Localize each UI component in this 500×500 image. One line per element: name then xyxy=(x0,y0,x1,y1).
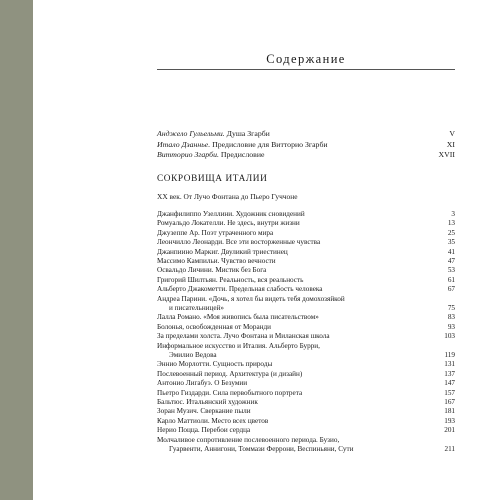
contents-entry-title: Послевоенный период. Архитектура (и дизайн) xyxy=(157,369,303,378)
contents-entry[interactable] xyxy=(157,389,455,398)
contents-entry-page: 193 xyxy=(444,416,455,425)
contents-entry[interactable] xyxy=(157,398,455,407)
contents-entry-title: Эннио Морлотти. Сущность природы xyxy=(157,360,273,369)
contents-entry-title: Альберто Джакометти. Предельная слабость человека xyxy=(157,285,323,294)
contents-entry-page: 35 xyxy=(447,238,455,247)
front-entry-page: V xyxy=(449,129,455,138)
contents-entry[interactable] xyxy=(157,426,455,435)
contents-entry-continuation: и писательницей» xyxy=(169,304,224,312)
contents-entry-page: 25 xyxy=(447,228,455,237)
section-heading: СОКРОВИЩА ИТАЛИИ xyxy=(157,174,268,184)
contents-entry-title: Зоран Музич. Сверкание пыли xyxy=(157,407,251,416)
contents-entry-page: 131 xyxy=(444,360,455,369)
contents-entry[interactable] xyxy=(157,276,455,285)
contents-entry[interactable] xyxy=(157,313,455,322)
contents-entry-title: Карло Маттиоли. Место всех цветов xyxy=(157,416,269,425)
contents-entry-page: 119 xyxy=(444,350,455,359)
contents-entry-page: 167 xyxy=(444,398,455,406)
contents-entry[interactable] xyxy=(157,257,455,266)
contents-entry-page: 201 xyxy=(444,426,455,435)
contents-entry-page: 137 xyxy=(444,369,455,378)
contents-entry-page: 3 xyxy=(451,210,455,218)
contents-entry[interactable] xyxy=(157,210,455,219)
contents-entry-title: Лалла Романо. «Моя живопись была писательством» xyxy=(157,313,319,322)
contents-entry-title: Джузеппе Ар. Поэт утраченного мира xyxy=(157,228,274,237)
contents-entry-page: 13 xyxy=(447,219,455,228)
page-title: Содержание xyxy=(266,52,346,66)
contents-entry-page: 157 xyxy=(444,388,455,397)
front-entry-title: Душа Згарби xyxy=(224,129,270,138)
contents-entry-title: Антонио Лигабуэ. О Безумии xyxy=(157,379,248,388)
contents-entry-title: Освальдо Личини. Мистик без Бога xyxy=(157,266,267,275)
front-entry-title: Предисловие для Витторио Згарби xyxy=(210,139,328,149)
contents-entry[interactable] xyxy=(157,295,455,314)
contents-entry-title: Джанфилиппо Узеллини. Художник сновидений xyxy=(157,210,305,218)
contents-entry[interactable] xyxy=(157,379,455,388)
book-spine xyxy=(0,0,33,500)
contents-entry[interactable] xyxy=(157,360,455,369)
contents-entry-title: Болонья, освобожденная от Моранди xyxy=(157,322,271,331)
contents-entry[interactable] xyxy=(157,417,455,426)
front-entry-author: Итало Дзаннье. xyxy=(157,139,211,149)
contents-entry[interactable] xyxy=(157,285,455,294)
contents-entry-page: 53 xyxy=(447,266,455,275)
contents-entry-page: 41 xyxy=(447,247,455,256)
contents-entry[interactable] xyxy=(157,248,455,257)
title-rule xyxy=(157,69,455,70)
contents-entry-page: 103 xyxy=(444,332,455,341)
contents-entry-title: Молчаливое сопротивление послевоенного периода. Бузио, Гуарвенти, Аннигони, Томмази Феррони, Веспиньяни, Сути xyxy=(157,436,422,455)
contents-entry-page: 181 xyxy=(444,407,455,416)
front-entry-author: Анджело Гульельми. xyxy=(157,129,225,138)
front-entry-page: XI xyxy=(446,139,455,149)
contents-entry-title: Леончилло Леонарди. Все эти восторженные чувства xyxy=(157,238,321,247)
contents-entry-page: 75 xyxy=(447,303,455,312)
contents-entry[interactable] xyxy=(157,229,455,238)
front-entry-author: Витторио Згарби. xyxy=(157,150,219,159)
front-entry-title: Предисловие xyxy=(218,150,265,159)
subsection-heading: XX век. От Лучо Фонтана до Пьеро Гуччоне xyxy=(157,192,298,201)
contents-entry[interactable] xyxy=(157,407,455,416)
contents-entry-continuation: Гуарвенти, Аннигони, Томмази Феррони, Веспиньяни, Сути xyxy=(169,445,354,453)
contents-entry-title: Информальное искусство и Италия. Альберто Бурри, Эмилио Ведова xyxy=(157,342,422,361)
contents-entry-page: 61 xyxy=(447,275,455,284)
contents-entry[interactable] xyxy=(157,332,455,341)
contents-entry[interactable] xyxy=(157,323,455,332)
contents-entry-page: 83 xyxy=(447,313,455,322)
contents-entry[interactable] xyxy=(157,219,455,228)
contents-entry-page: 67 xyxy=(447,285,455,294)
contents-entry-title: За пределами холста. Лучо Фонтана и Миланская школа xyxy=(157,332,330,341)
contents-entry-title: Бальтюс. Итальянский художник xyxy=(157,398,258,406)
contents-page xyxy=(157,0,455,500)
contents-entry-continuation: Эмилио Ведова xyxy=(169,351,217,359)
contents-entry[interactable] xyxy=(157,370,455,379)
contents-entry-title: Андреа Парини. «Дочь, я хотел бы видеть тебя домохозяйкой и писательницей» xyxy=(157,295,422,314)
contents-entry-page: 93 xyxy=(447,322,455,331)
contents-entry[interactable] xyxy=(157,436,455,455)
contents-entry-title: Ромуальдо Локателли. Не здесь, внутри жизни xyxy=(157,219,300,228)
contents-entry-page: 147 xyxy=(444,379,455,388)
contents-entry[interactable] xyxy=(157,342,455,361)
contents-entry-page: 47 xyxy=(447,257,455,265)
contents-entry[interactable] xyxy=(157,238,455,247)
front-entry-page: XVII xyxy=(438,150,455,159)
contents-entry-title: Пьетро Гиздарди. Сила первобытного портрета xyxy=(157,388,303,397)
contents-entry-title: Джанпиино Маркиг. Двуликий триестинец xyxy=(157,247,288,256)
contents-entry-title: Нерио Поцца. Перебои сердца xyxy=(157,426,251,435)
contents-entry-page: 211 xyxy=(444,444,455,453)
contents-entry-title: Григорий Шилтьян. Реальность, вся реальность xyxy=(157,275,304,284)
contents-entry-title: Массимо Кампильи. Чувство вечности xyxy=(157,257,276,265)
contents-entry[interactable] xyxy=(157,266,455,275)
